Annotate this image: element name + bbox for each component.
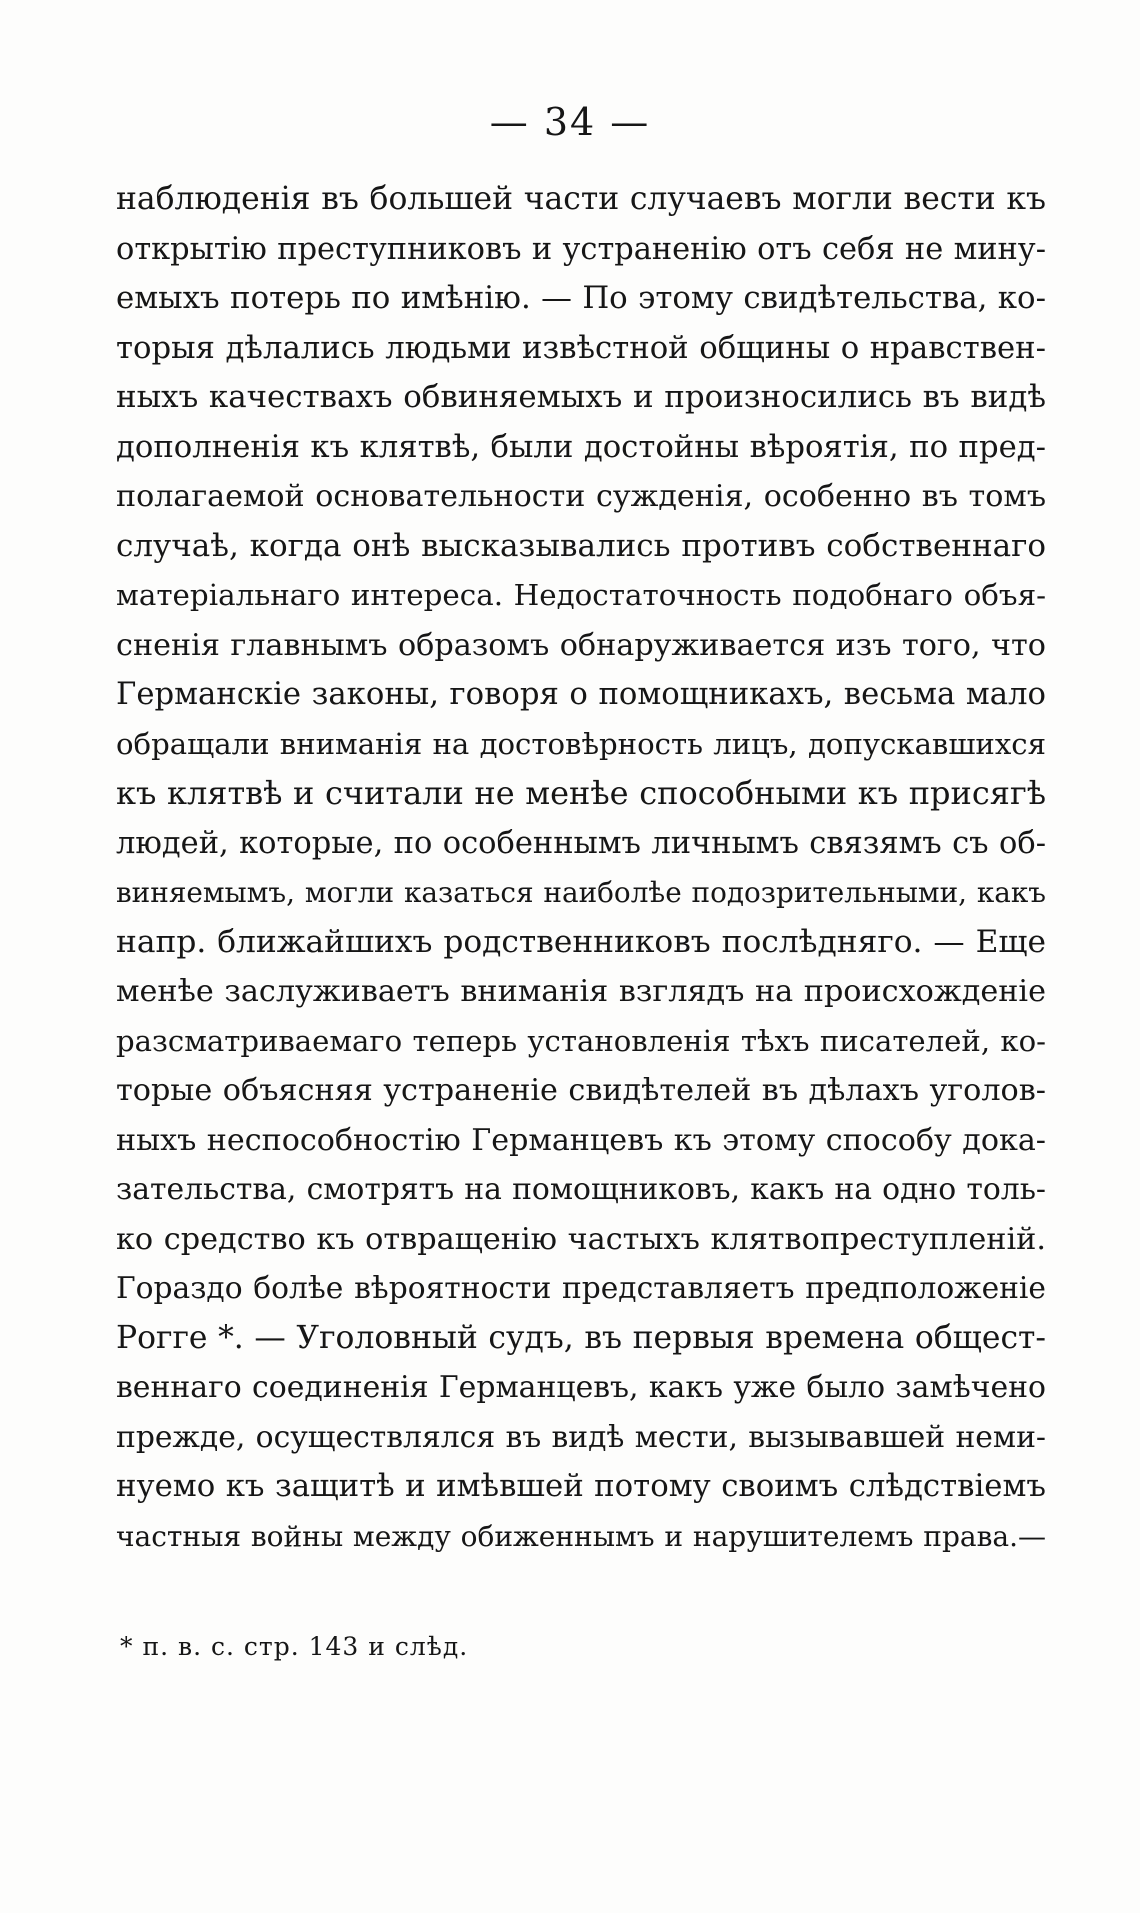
text-line: матеріальнаго интереса. Недостаточность подобнаго объя- bbox=[116, 578, 1046, 612]
text-line: открытію преступниковъ и устраненію отъ себя не мину- bbox=[116, 231, 1046, 267]
text-line: людей, которые, по особеннымъ личнымъ связямъ съ об- bbox=[116, 825, 1046, 861]
text-line: разсматриваемаго теперь установленія тѣхъ писателей, ко- bbox=[116, 1023, 1046, 1058]
text-line: зательства, смотрятъ на помощниковъ, какъ на одно толь- bbox=[116, 1172, 1046, 1207]
text-line: Рогге *. — Уголовный судъ, въ первыя времена общест- bbox=[116, 1319, 1046, 1356]
text-line: ныхъ качествахъ обвиняемыхъ и произносились въ видѣ bbox=[116, 379, 1046, 415]
text-line: полагаемой основательности сужденія, особенно въ томъ bbox=[116, 479, 1046, 514]
text-line: частныя войны между обиженнымъ и нарушителемъ права.— bbox=[116, 1519, 1046, 1553]
text-line: нуемо къ защитѣ и имѣвшей потому своимъ слѣдствіемъ bbox=[116, 1468, 1046, 1504]
text-line: торыя дѣлались людьми извѣстной общины о нравствен- bbox=[116, 329, 1046, 366]
text-line: наблюденія въ большей части случаевъ могли вести къ bbox=[116, 181, 1046, 217]
text-line: случаѣ, когда онѣ высказывались противъ собственнаго bbox=[116, 527, 1046, 564]
text-line: сненія главнымъ образомъ обнаруживается изъ того, что bbox=[116, 627, 1046, 663]
footnote: * п. в. с. стр. 143 и слѣд. bbox=[120, 1632, 469, 1661]
page-number: — 34 — bbox=[489, 100, 651, 144]
text-line: веннаго соединенія Германцевъ, какъ уже было замѣчено bbox=[116, 1370, 1046, 1405]
text-line: напр. ближайшихъ родственниковъ послѣдняго. — Еще bbox=[116, 923, 1046, 960]
text-line: емыхъ потерь по имѣнію. — По этому свидѣтельства, ко- bbox=[116, 280, 1046, 316]
text-line: ныхъ неспособностію Германцевъ къ этому способу дока- bbox=[116, 1122, 1046, 1158]
body-text bbox=[116, 175, 1046, 1561]
text-line: виняемымъ, могли казаться наиболѣе подозрительными, какъ bbox=[116, 876, 1046, 909]
text-line: менѣе заслуживаетъ вниманія взглядъ на происхожденіе bbox=[116, 974, 1046, 1009]
text-line: прежде, осуществлялся въ видѣ мести, вызывавшей неми- bbox=[116, 1419, 1046, 1455]
text-line: Гораздо болѣе вѣроятности представляетъ предположеніе bbox=[116, 1271, 1046, 1306]
text-line: ко средство къ отвращенію частыхъ клятвопреступленій. bbox=[116, 1221, 1046, 1257]
text-line: обращали вниманія на достовѣрность лицъ, допускавшихся bbox=[116, 726, 1046, 761]
text-line: къ клятвѣ и считали не менѣе способными къ присягѣ bbox=[116, 774, 1046, 812]
text-line: Германскіе законы, говоря о помощникахъ, весьма мало bbox=[116, 677, 1046, 712]
text-line: дополненія къ клятвѣ, были достойны вѣроятія, по пред- bbox=[116, 429, 1046, 465]
text-line: торые объясняя устраненіе свидѣтелей въ дѣлахъ уголов- bbox=[116, 1073, 1046, 1108]
